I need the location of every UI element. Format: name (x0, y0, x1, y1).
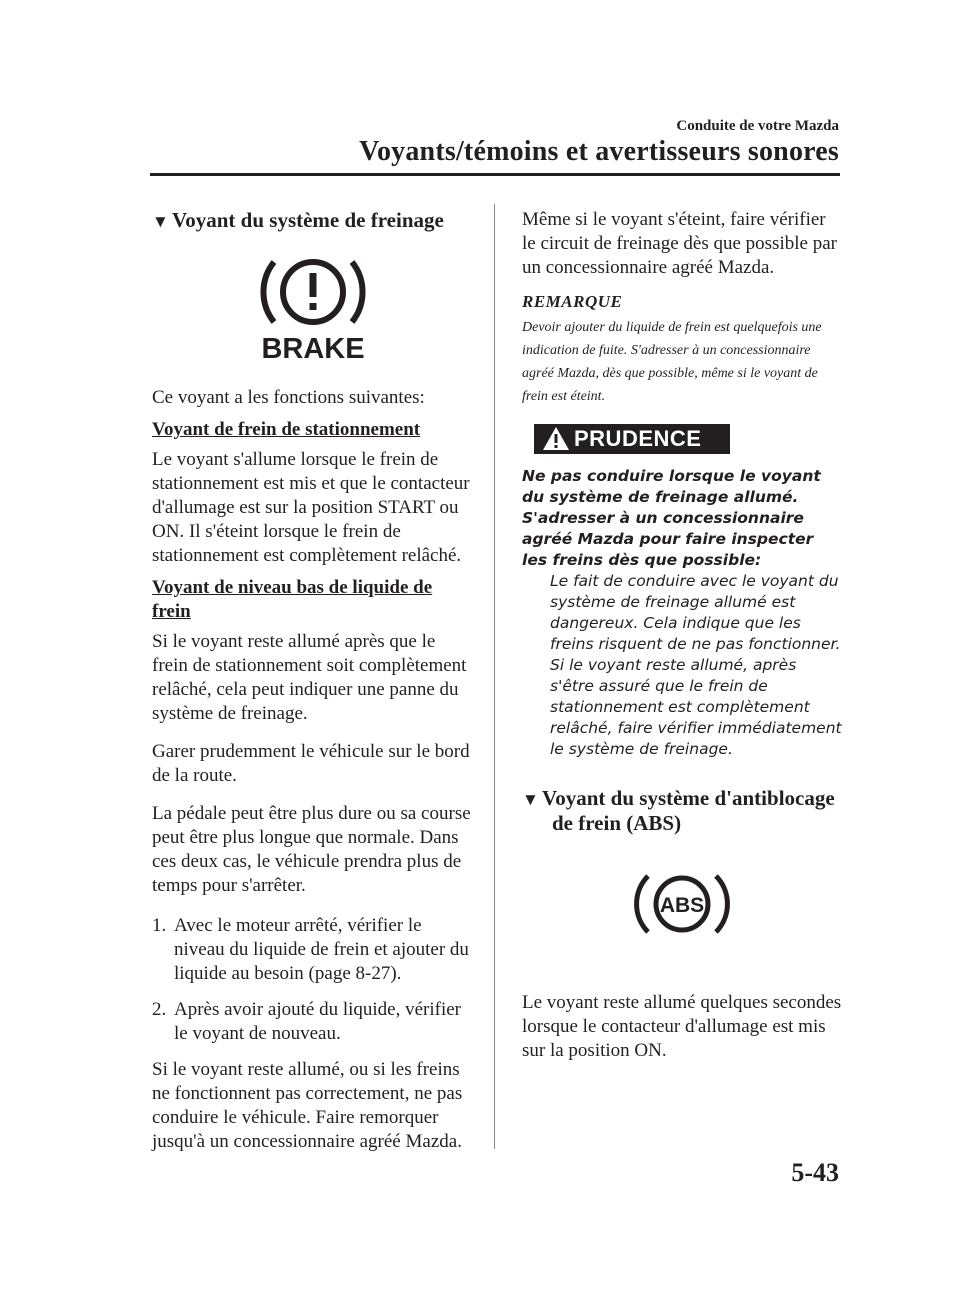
list-item-number: 2. (152, 999, 167, 1020)
brake-icon-label: BRAKE (261, 333, 365, 365)
list-item (152, 914, 474, 986)
brake-warning-icon (152, 247, 474, 372)
abs-section-title (522, 786, 842, 836)
header-section-title: Voyants/témoins et avertisseurs sonores (359, 136, 839, 167)
warning-triangle-icon (542, 426, 570, 452)
caution-banner (534, 424, 730, 454)
brake-section-title-text: Voyant du système de freinage (172, 208, 444, 232)
list-item-number: 1. (152, 915, 167, 936)
subheading-low-fluid: Voyant de niveau bas de liquide de frein (152, 577, 433, 622)
park-safely-paragraph: Garer prudemment le véhicule sur le bord de la route. (152, 741, 470, 786)
note-body: Devoir ajouter du liquide de frein est quelquefois une indication de fuite. S'adresser à un concessionnaire agréé Mazda, dès que possible, même si le voyant de frein est éteint. (522, 320, 822, 404)
do-not-drive-paragraph: Si le voyant reste allumé, ou si les freins ne fonctionnent pas correctement, ne pas conduire le véhicule. Faire remorquer jusqu'à un concessionnaire agréé Mazda. (152, 1059, 463, 1152)
subheading-parking-brake: Voyant de frein de stationnement (152, 419, 421, 440)
triangle-marker-icon: ▼ (152, 212, 169, 231)
column-divider (494, 204, 495, 1149)
warning-lead: Ne pas conduire lorsque le voyant du système de freinage allumé. S'adresser à un concessionnaire agréé Mazda pour faire inspecter les freins dès que possible: (522, 467, 821, 569)
triangle-marker-icon: ▼ (522, 790, 539, 809)
warning-body: Le fait de conduire avec le voyant du système de freinage allumé est dangereux. Cela indique que les freins risquent de ne pas fonctionner. Si le voyant reste allumé, après s'être assuré que le frein de stationnement est complètement relâché, faire vérifier immédiatement le système de freinage. (550, 572, 842, 758)
brake-intro: Ce voyant a les fonctions suivantes: (152, 387, 425, 408)
abs-icon-label: ABS (659, 894, 705, 917)
inspect-paragraph: Même si le voyant s'éteint, faire vérifier le circuit de freinage dès que possible par un concessionnaire agréé Mazda. (522, 209, 837, 278)
list-item-text: Avec le moteur arrêté, vérifier le niveau du liquide de frein et ajouter du liquide au besoin (page 8-27). (174, 915, 469, 984)
pedal-paragraph: La pédale peut être plus dure ou sa course peut être plus longue que normale. Dans ces deux cas, le véhicule prendra plus de temps pour s'arrêter. (152, 803, 471, 896)
parking-brake-paragraph: Le voyant s'allume lorsque le frein de stationnement est mis et que le contacteur d'allumage est sur la position START ou ON. Il s'éteint lorsque le frein de stationnement est complètement relâché. (152, 449, 470, 566)
right-column (522, 208, 842, 1063)
abs-paragraph: Le voyant reste allumé quelques secondes lorsque le contacteur d'allumage est mis sur la position ON. (522, 992, 842, 1061)
low-fluid-paragraph: Si le voyant reste allumé après que le frein de stationnement soit complètement relâché, cela peut indiquer une panne du système de freinage. (152, 631, 467, 724)
page-number: 5-43 (791, 1158, 839, 1187)
left-column (152, 208, 474, 1154)
caution-label: PRUDENCE (574, 426, 702, 451)
brake-section-title (152, 208, 474, 233)
abs-section-title-line1: Voyant du système d'antiblocage (542, 786, 835, 810)
note-heading: REMARQUE (522, 292, 623, 311)
header-chapter: Conduite de votre Mazda (676, 118, 839, 134)
list-item-text: Après avoir ajouté du liquide, vérifier le voyant de nouveau. (174, 999, 462, 1044)
header-rule (150, 173, 840, 176)
abs-section-title-line2: de frein (ABS) (552, 811, 682, 835)
list-item (152, 998, 474, 1046)
abs-warning-icon (522, 864, 842, 951)
